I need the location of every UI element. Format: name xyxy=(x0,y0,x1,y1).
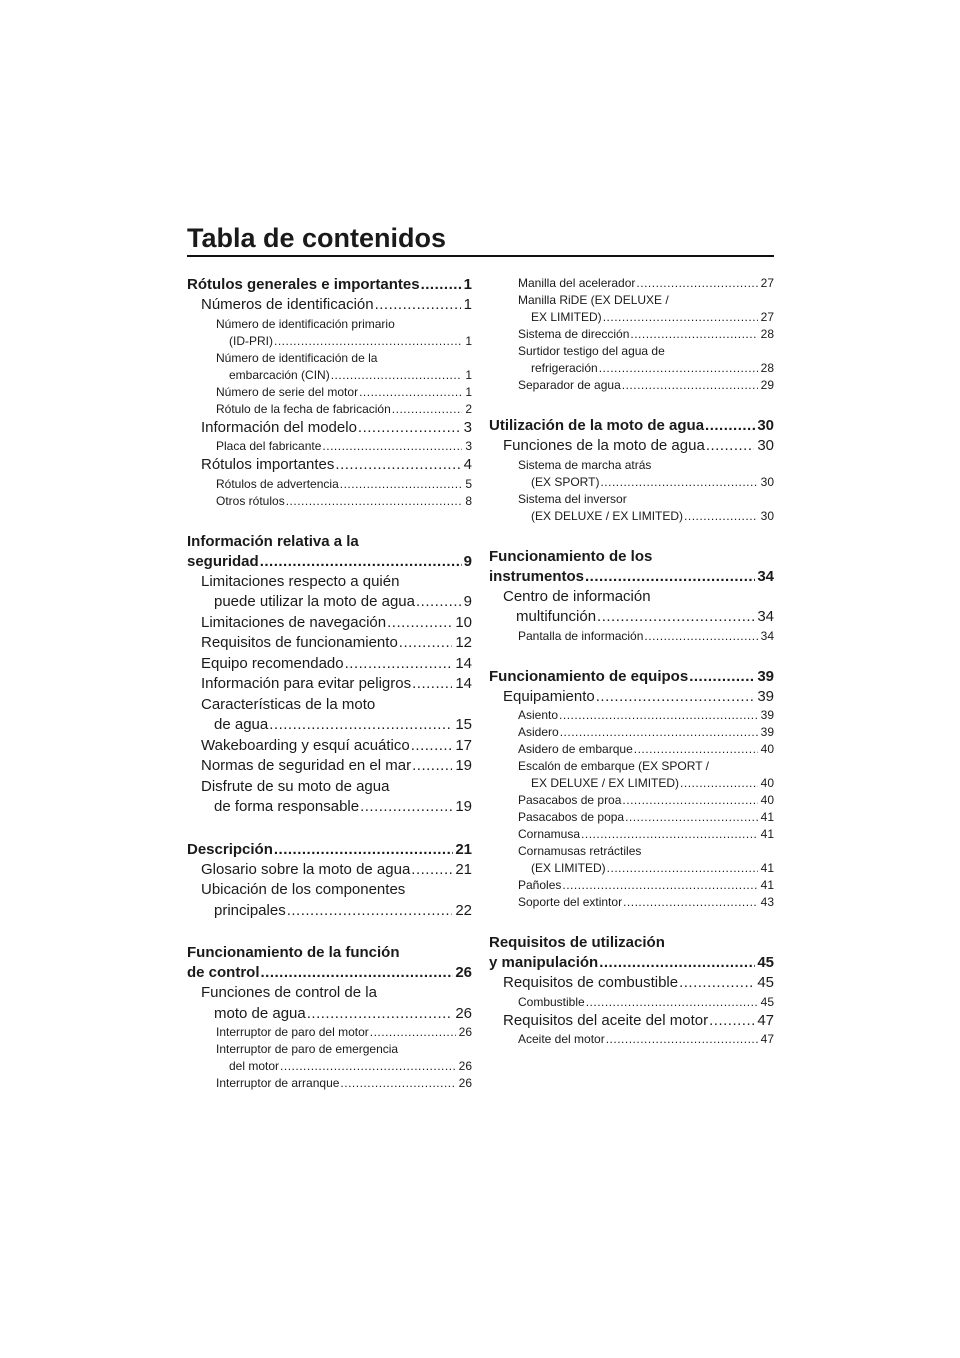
toc-entry-title: Número de serie del motor xyxy=(216,384,359,399)
toc-section[interactable] xyxy=(489,933,774,973)
toc-page-number: 26 xyxy=(455,1004,472,1022)
toc-page-number: 26 xyxy=(455,964,472,981)
toc-section[interactable] xyxy=(489,547,774,587)
toc-page-number: 28 xyxy=(760,361,774,375)
toc-entry-title: Descripción xyxy=(187,840,273,858)
toc-entry-title: Funcionamiento de equipos xyxy=(489,667,689,685)
toc-page-number: 47 xyxy=(760,1032,774,1046)
toc-page-number: 26 xyxy=(458,1059,472,1073)
dot-leader xyxy=(399,633,453,654)
toc-page-number: 9 xyxy=(463,552,472,570)
dot-leader xyxy=(280,1058,456,1075)
toc-item[interactable] xyxy=(489,628,774,645)
toc-entry-title: Limitaciones respecto a quién xyxy=(201,572,400,590)
toc-entry-title: Funciones de la moto de agua xyxy=(503,437,705,454)
dot-leader xyxy=(416,592,461,613)
toc-item[interactable] xyxy=(489,1031,774,1048)
toc-page-number: 19 xyxy=(455,798,472,815)
toc-subsection[interactable] xyxy=(187,695,472,736)
toc-subsection[interactable] xyxy=(187,860,472,881)
toc-subsection[interactable] xyxy=(187,983,472,1024)
toc-item[interactable] xyxy=(187,401,472,418)
dot-leader xyxy=(359,384,462,401)
toc-entry-title: Combustible xyxy=(518,994,585,1009)
dot-leader xyxy=(586,994,758,1011)
toc-item[interactable] xyxy=(489,343,774,377)
toc-page-number: 39 xyxy=(757,687,774,705)
toc-page-number: 26 xyxy=(458,1025,472,1039)
toc-entry-title: Soporte del extintor xyxy=(518,895,623,909)
toc-item[interactable] xyxy=(187,438,472,455)
dot-leader xyxy=(411,860,452,881)
dot-leader xyxy=(387,613,452,634)
toc-entry-title: Rótulo de la fecha de fabricación xyxy=(216,401,391,416)
toc-entry-title: Número de identificación primario xyxy=(216,316,395,331)
dot-leader xyxy=(412,674,452,695)
toc-item[interactable] xyxy=(187,1024,472,1041)
toc-entry-title: Número de identificación de la xyxy=(216,350,378,365)
toc-page-number: 19 xyxy=(455,757,472,774)
toc-entry-title: Ubicación de los componentes xyxy=(201,881,406,898)
toc-item[interactable] xyxy=(187,316,472,350)
toc-page-number: 43 xyxy=(760,895,774,909)
toc-entry-title: seguridad xyxy=(187,552,259,570)
toc-subsection[interactable] xyxy=(187,777,472,818)
toc-entry-title: Asidero de embarque xyxy=(518,742,633,756)
toc-entry-title: Cornamusas retráctiles xyxy=(518,844,642,858)
dot-leader xyxy=(684,508,758,525)
toc-item[interactable] xyxy=(489,491,774,525)
dot-leader xyxy=(630,326,757,343)
toc-item[interactable] xyxy=(489,894,774,911)
toc-entry-title: Funcionamiento de la función xyxy=(187,944,400,961)
toc-entry-title: (EX DELUXE / EX LIMITED) xyxy=(531,508,684,523)
toc-entry-title: multifunción xyxy=(516,608,597,625)
toc-item[interactable] xyxy=(187,1075,472,1092)
toc-page-number: 14 xyxy=(455,675,472,692)
dot-leader xyxy=(709,1011,754,1032)
dot-leader xyxy=(607,860,758,877)
dot-leader xyxy=(340,1075,455,1092)
toc-page-number: 40 xyxy=(760,793,774,807)
toc-page-number: 34 xyxy=(757,567,774,585)
dot-leader xyxy=(274,333,462,350)
toc-entry-title: Pañoles xyxy=(518,878,562,892)
dot-leader xyxy=(559,707,758,724)
toc-entry-title: Funcionamiento de los xyxy=(489,547,653,565)
toc-entry-title: Interruptor de paro del motor xyxy=(216,1025,369,1039)
toc-page-number: 34 xyxy=(757,608,774,625)
dot-leader xyxy=(622,792,757,809)
toc-entry-title: de agua xyxy=(214,716,269,733)
toc-entry-title: Wakeboarding y esquí acuático xyxy=(201,736,410,754)
toc-subsection[interactable] xyxy=(489,687,774,708)
toc-item[interactable] xyxy=(489,843,774,877)
toc-entry-title: refrigeración xyxy=(531,361,598,375)
toc-page-number: 27 xyxy=(760,276,774,290)
toc-item[interactable] xyxy=(489,994,774,1011)
dot-leader xyxy=(358,418,461,439)
toc-subsection[interactable] xyxy=(187,654,472,675)
toc-entry-title: Requisitos del aceite del motor xyxy=(503,1011,709,1029)
dot-leader xyxy=(636,275,757,292)
toc-page-number: 30 xyxy=(760,508,774,523)
dot-leader xyxy=(606,1031,758,1048)
dot-leader xyxy=(603,309,758,326)
toc-section[interactable] xyxy=(187,532,472,572)
toc-entry-title: Interruptor de paro de emergencia xyxy=(216,1042,399,1056)
dot-leader xyxy=(340,476,463,493)
toc-page-number: 34 xyxy=(760,628,774,643)
toc-subsection[interactable] xyxy=(489,436,774,457)
toc-page-number: 41 xyxy=(760,878,774,892)
toc-entry-title: Requisitos de funcionamiento xyxy=(201,634,398,651)
toc-entry-title: Pasacabos de proa xyxy=(518,793,622,807)
toc-entry-title: del motor xyxy=(229,1059,280,1073)
dot-leader xyxy=(335,455,460,476)
toc-page-number: 1 xyxy=(465,384,472,399)
toc-entry-title: EX LIMITED) xyxy=(531,310,602,324)
toc-entry-title: Características de la moto xyxy=(201,695,376,713)
toc-page-number: 28 xyxy=(760,327,774,341)
dot-leader xyxy=(287,901,453,922)
toc-entry-title: Requisitos de combustible xyxy=(503,974,679,991)
toc-right-column xyxy=(489,275,774,1048)
toc-subsection[interactable] xyxy=(187,756,472,777)
toc-page-number: 45 xyxy=(757,974,774,991)
toc-subsection[interactable] xyxy=(187,572,472,613)
toc-section[interactable] xyxy=(187,840,472,860)
dot-leader xyxy=(706,436,755,457)
toc-entry-title: Funciones de control de la xyxy=(201,984,377,1001)
toc-subsection[interactable] xyxy=(187,295,472,316)
toc-page-number: 30 xyxy=(757,417,774,434)
toc-entry-title: Glosario sobre la moto de agua xyxy=(201,860,411,878)
toc-page-number: 26 xyxy=(458,1076,472,1090)
toc-subsection[interactable] xyxy=(187,736,472,757)
toc-item[interactable] xyxy=(489,809,774,826)
dot-leader xyxy=(622,377,758,394)
dot-leader xyxy=(680,775,758,792)
dot-leader xyxy=(260,552,462,572)
toc-page-number: 39 xyxy=(760,708,774,722)
dot-leader xyxy=(600,474,757,491)
dot-leader xyxy=(307,1004,453,1025)
toc-page-number: 30 xyxy=(757,437,774,454)
toc-page-number: 1 xyxy=(465,367,472,382)
toc-page-number: 40 xyxy=(760,776,774,790)
dot-leader xyxy=(421,275,462,295)
toc-entry-title: Equipo recomendado xyxy=(201,654,344,672)
toc-entry-title: Pantalla de información xyxy=(518,628,644,643)
toc-page-number: 21 xyxy=(455,840,472,858)
toc-entry-title: Centro de información xyxy=(503,587,651,605)
dot-leader xyxy=(269,715,452,736)
toc-item[interactable] xyxy=(489,877,774,894)
toc-item[interactable] xyxy=(489,275,774,292)
toc-entry-title: Rótulos importantes xyxy=(201,456,335,473)
toc-entry-title: instrumentos xyxy=(489,567,585,585)
dot-leader xyxy=(562,877,757,894)
toc-entry-title: Números de identificación xyxy=(201,296,374,313)
toc-page-number: 45 xyxy=(757,954,774,971)
toc-item[interactable] xyxy=(489,741,774,758)
toc-entry-title: moto de agua xyxy=(214,1004,306,1022)
dot-leader xyxy=(360,797,452,818)
toc-subsection[interactable] xyxy=(489,973,774,994)
toc-page-number: 9 xyxy=(463,593,472,610)
title-divider xyxy=(187,255,774,257)
toc-item[interactable] xyxy=(187,350,472,384)
toc-entry-title: Sistema del inversor xyxy=(518,491,627,506)
toc-item[interactable] xyxy=(187,493,472,510)
dot-leader xyxy=(370,1024,456,1041)
toc-subsection[interactable] xyxy=(187,455,472,476)
toc-entry-title: Asidero xyxy=(518,725,559,739)
toc-entry-title: Cornamusa xyxy=(518,827,581,841)
dot-leader xyxy=(331,367,463,384)
toc-entry-title: Rótulos de advertencia xyxy=(216,476,339,491)
toc-page-number: 40 xyxy=(760,742,774,756)
toc-entry-title: Normas de seguridad en el mar xyxy=(201,757,412,774)
toc-entry-title: Información para evitar peligros xyxy=(201,675,412,692)
dot-leader xyxy=(560,724,758,741)
toc-subsection[interactable] xyxy=(187,674,472,695)
toc-entry-title: de forma responsable xyxy=(214,798,360,815)
toc-subsection[interactable] xyxy=(187,418,472,439)
toc-subsection[interactable] xyxy=(187,633,472,654)
toc-page-number: 1 xyxy=(463,276,472,293)
dot-leader xyxy=(375,295,461,316)
page-title: Tabla de contenidos xyxy=(187,223,447,253)
dot-leader xyxy=(705,416,755,436)
toc-item[interactable] xyxy=(187,1041,472,1075)
toc-item[interactable] xyxy=(489,758,774,792)
dot-leader xyxy=(411,736,453,757)
dot-leader xyxy=(322,438,462,455)
toc-entry-title: (EX LIMITED) xyxy=(531,861,606,875)
toc-entry-title: Asiento xyxy=(518,708,559,722)
toc-entry-title: EX DELUXE / EX LIMITED) xyxy=(531,776,680,790)
toc-page-number: 22 xyxy=(455,901,472,919)
toc-page-number: 1 xyxy=(465,333,472,348)
dot-leader xyxy=(286,493,463,510)
toc-left-column xyxy=(187,275,472,1092)
toc-page-number: 3 xyxy=(465,439,472,453)
toc-entry-title: (EX SPORT) xyxy=(531,474,600,489)
toc-entry-title: Rótulos generales e importantes xyxy=(187,276,420,293)
toc-entry-title: Sistema de marcha atrás xyxy=(518,457,652,472)
toc-entry-title: de control xyxy=(187,964,260,981)
toc-entry-title: y manipulación xyxy=(489,954,599,971)
toc-subsection[interactable] xyxy=(187,613,472,634)
toc-entry-title: Requisitos de utilización xyxy=(489,934,665,951)
toc-entry-title: Surtidor testigo del agua de xyxy=(518,344,665,358)
dot-leader xyxy=(596,687,755,708)
toc-page-number: 3 xyxy=(463,418,472,436)
toc-entry-title: Manilla del acelerador xyxy=(518,276,636,290)
toc-page-number: 39 xyxy=(760,725,774,739)
toc-page-number: 12 xyxy=(455,634,472,651)
dot-leader xyxy=(581,826,758,843)
dot-leader xyxy=(625,809,758,826)
toc-page-number: 27 xyxy=(760,310,774,324)
toc-page-number: 21 xyxy=(455,860,472,878)
toc-entry-title: Otros rótulos xyxy=(216,493,285,508)
dot-leader xyxy=(261,963,454,983)
dot-leader xyxy=(599,360,758,377)
toc-item[interactable] xyxy=(489,326,774,343)
toc-entry-title: principales xyxy=(214,901,286,919)
toc-entry-title: Escalón de embarque (EX SPORT / xyxy=(518,759,709,773)
toc-page-number: 41 xyxy=(760,861,774,875)
toc-page-number: 45 xyxy=(760,994,774,1009)
toc-subsection[interactable] xyxy=(489,587,774,628)
toc-entry-title: Interruptor de arranque xyxy=(216,1076,340,1090)
toc-page-number: 41 xyxy=(760,810,774,824)
toc-entry-title: Disfrute de su moto de agua xyxy=(201,777,390,795)
toc-entry-title: Manilla RiDE (EX DELUXE / xyxy=(518,293,669,307)
toc-item[interactable] xyxy=(489,707,774,724)
toc-page-number: 5 xyxy=(465,476,472,491)
toc-page-number: 15 xyxy=(455,716,472,733)
toc-page-number: 1 xyxy=(463,296,472,313)
toc-item[interactable] xyxy=(489,377,774,394)
toc-item[interactable] xyxy=(187,384,472,401)
toc-item[interactable] xyxy=(489,457,774,491)
toc-section[interactable] xyxy=(187,943,472,983)
dot-leader xyxy=(345,654,453,675)
toc-section[interactable] xyxy=(489,667,774,687)
toc-page-number: 29 xyxy=(760,378,774,392)
toc-entry-title: Sistema de dirección xyxy=(518,327,630,341)
dot-leader xyxy=(412,756,452,777)
toc-entry-title: Limitaciones de navegación xyxy=(201,613,387,631)
toc-item[interactable] xyxy=(489,724,774,741)
toc-entry-title: Separador de agua xyxy=(518,378,621,392)
dot-leader xyxy=(392,401,463,418)
toc-section[interactable] xyxy=(187,275,472,295)
dot-leader xyxy=(689,667,755,687)
toc-section[interactable] xyxy=(489,416,774,436)
dot-leader xyxy=(644,628,757,645)
toc-entry-title: Aceite del motor xyxy=(518,1032,605,1046)
toc-page-number: 30 xyxy=(760,474,774,489)
toc-item[interactable] xyxy=(489,292,774,326)
dot-leader xyxy=(274,840,453,860)
toc-page-number: 39 xyxy=(757,667,774,685)
toc-item[interactable] xyxy=(489,792,774,809)
dot-leader xyxy=(679,973,754,994)
dot-leader xyxy=(599,953,755,973)
toc-page-number: 10 xyxy=(455,613,472,631)
toc-entry-title: puede utilizar la moto de agua xyxy=(214,593,415,610)
toc-page-number: 41 xyxy=(760,827,774,841)
toc-page-number: 8 xyxy=(465,493,472,508)
toc-entry-title: embarcación (CIN) xyxy=(229,367,330,382)
toc-entry-title: Utilización de la moto de agua xyxy=(489,417,705,434)
toc-item[interactable] xyxy=(187,476,472,493)
toc-page-number: 4 xyxy=(463,456,472,473)
toc-entry-title: Placa del fabricante xyxy=(216,439,322,453)
toc-page-number: 17 xyxy=(455,736,472,754)
toc-entry-title: Información del modelo xyxy=(201,418,357,436)
toc-subsection[interactable] xyxy=(489,1011,774,1032)
toc-page-number: 47 xyxy=(757,1011,774,1029)
dot-leader xyxy=(623,894,758,911)
toc-item[interactable] xyxy=(489,826,774,843)
toc-entry-title: (ID-PRI) xyxy=(229,333,273,348)
dot-leader xyxy=(585,567,755,587)
toc-page-number: 2 xyxy=(465,401,472,416)
toc-entry-title: Pasacabos de popa xyxy=(518,810,625,824)
toc-entry-title: Información relativa a la xyxy=(187,532,359,550)
dot-leader xyxy=(597,607,754,628)
toc-page-number: 14 xyxy=(455,654,472,672)
dot-leader xyxy=(634,741,758,758)
toc-subsection[interactable] xyxy=(187,880,472,921)
toc-entry-title: Equipamiento xyxy=(503,687,595,705)
